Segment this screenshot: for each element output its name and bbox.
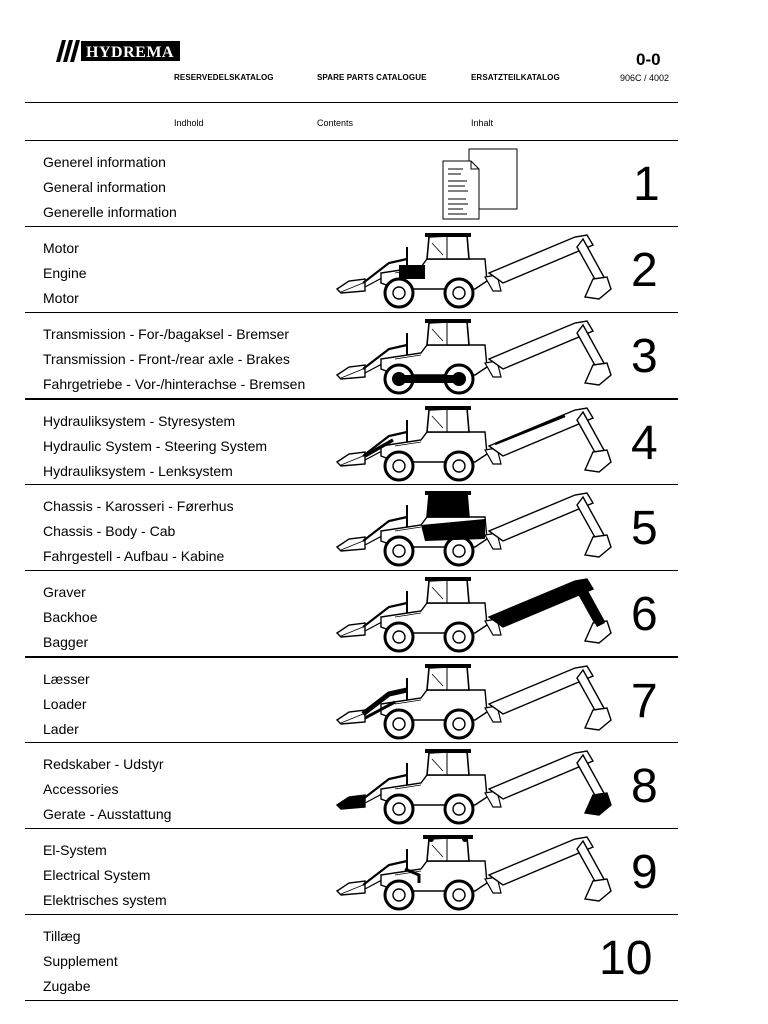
svg-text:HYDREMA: HYDREMA [86, 44, 174, 61]
section-title-en: Supplement [43, 952, 118, 969]
footer-divider [25, 1000, 678, 1001]
section-number: 9 [631, 846, 658, 899]
documents-icon [441, 147, 521, 226]
index-header-de: Inhalt [471, 118, 494, 128]
backhoe-loader-backhoe-illustration [335, 577, 625, 660]
section-title-da: Generel information [43, 154, 166, 170]
section-title-en: Accessories [43, 780, 119, 797]
section-row-8[interactable] [25, 743, 678, 829]
section-title-de: Fahrgetriebe - Vor-/hinterachse - Bremsen [43, 375, 306, 392]
backhoe-loader-attachments-illustration [335, 749, 625, 832]
section-title-da: Motor [43, 240, 79, 256]
section-number: 1 [633, 158, 660, 211]
hydrema-logo [56, 40, 180, 62]
section-title-da: El-System [43, 842, 107, 858]
section-title-da: Hydrauliksystem - Styresystem [43, 413, 236, 429]
section-row-2[interactable] [25, 227, 678, 313]
index-header-da: Indhold [174, 118, 204, 128]
section-number: 6 [631, 588, 658, 641]
section-title-en: Engine [43, 264, 87, 281]
section-title-en: Loader [43, 695, 87, 712]
section-number: 3 [631, 330, 658, 383]
section-title-de: Generelle information [43, 203, 177, 220]
section-row-3[interactable] [25, 313, 678, 399]
section-number: 4 [631, 417, 658, 470]
section-title-da: Tillæg [43, 928, 81, 944]
catalog-title-de: ERSATZTEILKATALOG [471, 73, 560, 82]
section-row-7[interactable] [25, 658, 678, 743]
section-number: 10 [599, 932, 653, 985]
section-row-10[interactable] [25, 915, 678, 1001]
catalog-title-en: SPARE PARTS CATALOGUE [317, 73, 427, 82]
section-title-de: Elektrisches system [43, 891, 167, 908]
document-reference: 906C / 4002 [620, 73, 670, 83]
section-row-1[interactable] [25, 141, 678, 227]
section-number: 2 [631, 244, 658, 297]
section-number: 7 [631, 675, 658, 728]
section-number: 8 [631, 760, 658, 813]
header-divider [25, 102, 678, 103]
section-row-6[interactable] [25, 571, 678, 657]
index-header-en: Contents [317, 118, 354, 128]
section-title-da: Læsser [43, 671, 90, 687]
section-title-da: Redskaber - Udstyr [43, 756, 164, 772]
catalog-title-da: RESERVEDELSKATALOG [174, 73, 274, 82]
backhoe-loader-axle-illustration [335, 319, 625, 402]
section-title-da: Transmission - For-/bagaksel - Bremser [43, 326, 290, 342]
section-title-en: Backhoe [43, 608, 98, 625]
section-row-4[interactable] [25, 400, 678, 485]
section-title-en: Chassis - Body - Cab [43, 522, 176, 539]
backhoe-loader-engine-illustration [335, 233, 625, 316]
section-title-da: Chassis - Karosseri - Førerhus [43, 498, 234, 514]
backhoe-loader-chassis-illustration [335, 491, 625, 574]
section-title-de: Motor [43, 289, 79, 306]
section-row-9[interactable] [25, 829, 678, 915]
section-title-de: Lader [43, 720, 79, 737]
section-title-da: Graver [43, 584, 86, 600]
section-title-de: Fahrgestell - Aufbau - Kabine [43, 547, 225, 564]
section-title-en: Hydraulic System - Steering System [43, 437, 268, 454]
section-title-en: Electrical System [43, 866, 151, 883]
page-number: 0-0 [636, 50, 661, 69]
backhoe-loader-loader-illustration [335, 664, 625, 747]
section-title-en: General information [43, 178, 166, 195]
backhoe-loader-electrical-illustration [335, 835, 625, 918]
section-title-de: Gerate - Ausstattung [43, 805, 172, 822]
section-title-de: Bagger [43, 633, 89, 650]
section-title-en: Transmission - Front-/rear axle - Brakes [43, 350, 290, 367]
section-row-5[interactable] [25, 485, 678, 571]
section-number: 5 [631, 502, 658, 555]
section-title-de: Hydrauliksystem - Lenksystem [43, 462, 233, 479]
section-title-de: Zugabe [43, 977, 91, 994]
backhoe-loader-hydraulics-illustration [335, 406, 625, 489]
